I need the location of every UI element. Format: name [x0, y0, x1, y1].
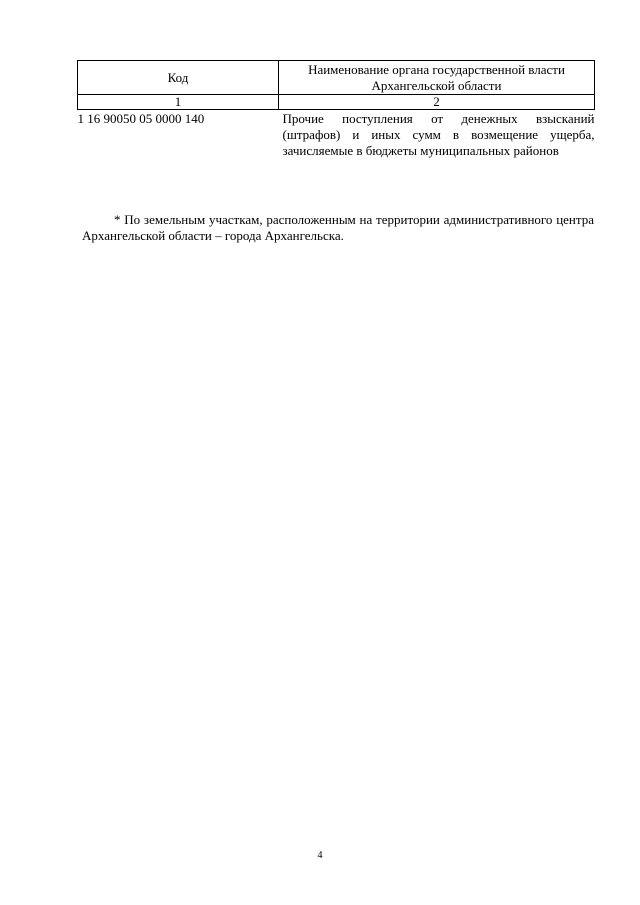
column-number-2: 2	[279, 95, 595, 110]
income-codes-table	[77, 60, 595, 159]
column-header-code: Код	[78, 61, 279, 95]
column-header-authority-name: Наименование органа государственной власти Архангельской области	[279, 61, 595, 95]
table-header-row	[78, 61, 595, 95]
footnote: * По земельным участкам, расположенным на территории административного центра Архангельской области – города Архангельска.	[82, 212, 594, 243]
column-number-row	[78, 95, 595, 110]
row-description: Прочие поступления от денежных взысканий (штрафов) и иных сумм в возмещение ущерба, зачисляемые в бюджеты муниципальных районов	[282, 111, 595, 158]
row-code: 1 16 90050 05 0000 140	[77, 111, 205, 126]
column-number-1: 1	[78, 95, 279, 110]
table-row	[78, 110, 595, 160]
page-number: 4	[317, 850, 323, 861]
